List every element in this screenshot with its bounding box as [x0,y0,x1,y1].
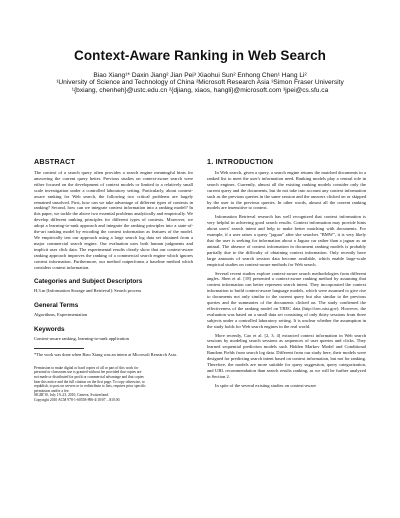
intro-paragraph: Information Retrieval research has well recognized that context information is very helpful in achieving good search results. Context information may provide hints about users' search intent and help to make better matching with documents. For example, if a user raises a query "jaguar" after she searches "BMW", it is very likely that the user is seeking for information about a Jaguar car rather than a jaguar as an animal. The absence of context information in document ranking models is probably partially due to the difficulty of obtaining context information. Only recently have large amounts of search session data become available, which enable large-scale empirical studies on context-aware methods for Web search. [207,214,366,267]
right-column [207,157,366,403]
categories-text: H.3.m [Information Storage and Retrieval]: Search process [34,288,142,294]
permission-line: bear this notice and the full citation on the first page. To copy otherwise, to [34,379,145,384]
general-terms-heading: General Terms [34,302,79,310]
intro-paragraph: Several recent studies explore context-aware search methodologies from different angles. Shen et al. [18] presented a context-aware ranking method by assuming that context information can better represent search intent. They incorporated the context information to build context-aware language models, which were assumed to give rise to documents not only similar to the current query but also similar to the previous queries and the summaries of the documents clicked on. The study confirmed the effectiveness of the ranking model on TREC data (http://trec.nist.gov). However, the evaluation was based on a small data set consisting of only thirty sessions from three subjects under a controlled laboratory setting. It is unclear whether the assumption in the study holds for Web search engines in the real world. [207,270,366,329]
permission-line: personal or classroom use is granted without fee provided that copies are [34,370,142,375]
intro-paragraph: In spite of the several existing studies on context-aware [215,382,317,388]
keywords-text: Context-aware ranking, learning-to-rank application [34,336,129,342]
introduction-heading: 1. INTRODUCTION [207,157,274,166]
two-column-body [34,157,366,403]
permission-line: republish, to post on servers or to redistribute to lists, requires prior specific [34,384,146,389]
general-terms-text: Algorithms, Experimentation [34,312,88,318]
footnote-rule [34,348,84,349]
author-affiliations: ¹University of Science and Technology of China ²Microsoft Research Asia ³Simon Fraser University [56,79,344,87]
permission-notice [34,366,193,403]
conference-line: SIGIR'10, July 19–23, 2010, Geneva, Switzerland. [34,393,109,398]
intro-paragraph: More recently, Cao et al. [2, 3, 4] extracted context information in Web search sessions by modeling search sessions as sequences of user queries and clicks. They learned sequential prediction models such Hidden Markov Model and Conditional Random Fields from search log data. Different from our study here, their models were designed for predicting search intent based on context information, but not for ranking. Therefore, the models are more suitable for query suggestion, query categorization, and URL recommendation than search results ranking, as we will be further analyzed in Section 2. [207,332,366,379]
paper-title: Context-Aware Ranking in Web Search [73,48,327,63]
author-block [34,72,366,94]
author-emails: ¹{bxiang, chenheh}@ustc.edu.cn ²{djiang, xiaos, hangli}@microsoft.com ³jpei@cs.sfu.ca [71,86,329,94]
categories-heading: Categories and Subject Descriptors [34,278,143,286]
permission-line: permission and/or a fee. [34,388,70,393]
author-names: Biao Xiang¹* Daxin Jiang² Jian Pei³ Xiaohui Sun² Enhong Chen¹ Hang Li² [93,72,307,79]
keywords-heading: Keywords [34,326,65,334]
permission-line: not made or distributed for profit or commercial advantage and that copies [34,374,144,379]
abstract-heading: ABSTRACT [34,157,76,166]
abstract-text: The context of a search query often provides a search engine meaningful hints for answering the current query better. Previous studies on context-aware search were either focused on the development of context models or limited to a relatively small scale investigation under a controlled laboratory setting. Particularly, about context-aware ranking for Web search, the following two critical problems are largely remained unsolved. First, how can we take advantage of different types of contexts in ranking? Second, how can we integrate context information into a ranking model? In this paper, we tackle the above two essential problems analytically and empirically. We develop different ranking principles for different types of contexts. Moreover, we adopt a learning-to-rank approach and integrate the ranking principles into a state-of-the-art ranking model by encoding the context information as features of the model. We empirically test our approach using a large search log data set obtained from a major commercial search engine. Our evaluation uses both human judgments and implicit user click data. The experimental results clearly show that our context-aware ranking approach improves the ranking of a commercial search engine which ignores context information. Furthermore, our method outperforms a baseline method which considers context information. [34,170,193,270]
permission-line: Permission to make digital or hard copies of all or part of this work for [34,365,139,370]
copyright-line: Copyright 2010 ACM 978-1-60558-896-4/10/07 ...$10.00. [34,398,121,402]
footnote: *The work was done when Biao Xiang was an intern at Microsoft Research Asia. [34,352,177,358]
intro-paragraph: In Web search, given a query, a search engine returns the matched documents in a ranked list to meet the user's information need. Ranking models play a central role in search engines. Currently, almost all the existing ranking models consider only the current query and the documents, but do not take into account any context information such as the previous queries in the same session and the answers clicked on or skipped by the user to the previous queries. In other words, almost all the current ranking models are insensitive to context. [207,170,366,211]
left-column [34,157,193,403]
